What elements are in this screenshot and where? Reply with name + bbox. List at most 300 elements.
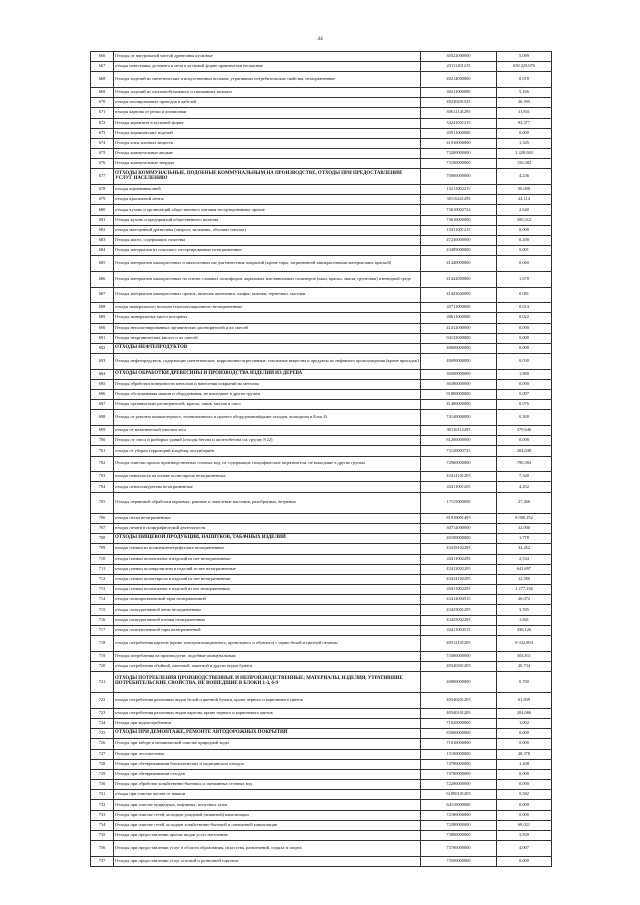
- waste-description: отходы потребления картона (кроме электроизоляционного, кровельного и обувного) с черно-белой и цветной печатью: [114, 636, 421, 652]
- waste-description: отходы изолированных проводов и кабелей: [114, 98, 421, 108]
- table-row: [91, 446, 552, 456]
- row-number: 724: [91, 718, 114, 728]
- waste-description: Отходы очистки прочих производственных сточных вод, не содержащие специфические загрязнители, не вошедшие в другие группы: [114, 456, 421, 472]
- waste-quantity: 0,700: [497, 671, 552, 692]
- waste-code: 30116112295: [421, 426, 497, 436]
- waste-description: отходы корчевания пней: [114, 185, 421, 195]
- waste-code: 43414101205: [421, 472, 497, 482]
- table-row: [91, 256, 552, 272]
- waste-description: Отходы обслуживания машин и оборудования, не вошедшие в другие группы: [114, 390, 421, 400]
- row-number: 721: [91, 671, 114, 692]
- waste-description: отходы пленки полиэтилена и изделий из нее незагрязненные: [114, 554, 421, 564]
- table-row: [91, 323, 552, 333]
- table-row: [91, 482, 552, 492]
- waste-code: 72900000000: [421, 456, 497, 472]
- waste-quantity: 28,378: [497, 749, 552, 759]
- table-row: [91, 379, 552, 389]
- table-row: [91, 513, 552, 523]
- waste-description: отходы потребления различных видов картона, кроме черного и коричневого цветов: [114, 708, 421, 718]
- waste-quantity: 5,166: [497, 87, 552, 97]
- row-number: 730: [91, 780, 114, 790]
- table-row: [91, 759, 552, 769]
- waste-quantity: 26,072: [497, 595, 552, 605]
- waste-quantity: 0,014: [497, 303, 552, 313]
- waste-quantity: 0,000: [497, 128, 552, 138]
- row-number: 717: [91, 625, 114, 635]
- waste-code: 71020000000: [421, 718, 497, 728]
- table-row: [91, 544, 552, 554]
- table-row: [91, 820, 552, 830]
- waste-register-table: [90, 51, 552, 867]
- table-row: [91, 554, 552, 564]
- waste-description: Отходы негалогенированных органических растворителей и их смесей: [114, 323, 421, 333]
- waste-quantity: 0,060: [497, 256, 552, 272]
- waste-description: Отходы материалов лакокрасочных на основе сложных полиэфиров, акриловых или виниловых полимеров (лаки, краски, эмали, грунтовки) в неводной среде: [114, 271, 421, 287]
- table-body: [91, 52, 552, 867]
- waste-code: 74140000000: [421, 410, 497, 426]
- waste-code: 74700000000: [421, 769, 497, 779]
- table-row: [91, 615, 552, 625]
- waste-quantity: 2,534: [497, 554, 552, 564]
- row-number: 713: [91, 585, 114, 595]
- row-number: 732: [91, 800, 114, 810]
- waste-code: 40211000000: [421, 87, 497, 97]
- table-row: [91, 718, 552, 728]
- waste-quantity: 2,640: [497, 205, 552, 215]
- table-row: [91, 62, 552, 72]
- table-row: [91, 472, 552, 482]
- waste-description: Отходы кухонь и предприятий общественного питания: [114, 215, 421, 225]
- waste-code: 72280000000: [421, 820, 497, 830]
- row-number: 666: [91, 52, 114, 62]
- row-number: 704: [91, 482, 114, 492]
- waste-description: отходы потребления различных видов белой и цветной бумаги, кроме черного и коричневого цветов: [114, 693, 421, 709]
- waste-quantity: 50,000: [497, 185, 552, 195]
- waste-quantity: 0,000: [497, 323, 552, 333]
- row-number: 689: [91, 313, 114, 323]
- waste-description: отходы красильной ленты: [114, 195, 421, 205]
- waste-description: Отходы нефтепродуктов, содержащие синтетические, коррозионно-агрессивные, токсичные вещества и продукты их нефтяного происхождения (кроме присадок): [114, 354, 421, 370]
- waste-description: Отходы при очистке природных, нефтяных, попутных газов: [114, 800, 421, 810]
- row-number: 699: [91, 426, 114, 436]
- table-row: [91, 271, 552, 287]
- waste-quantity: 8 332,894: [497, 636, 552, 652]
- table-row: [91, 693, 552, 709]
- row-number: 670: [91, 98, 114, 108]
- waste-description: Отходы коммунальные жидкие: [114, 149, 421, 159]
- waste-quantity: 7,340: [497, 472, 552, 482]
- table-row: [91, 118, 552, 128]
- row-number: 672: [91, 118, 114, 128]
- row-number: 679: [91, 195, 114, 205]
- waste-code: 43412002295: [421, 564, 497, 574]
- waste-description: Отходы керамических изделий: [114, 128, 421, 138]
- waste-description: Отходы при обработке хозяйственно-бытовых и смешанных сточных вод: [114, 780, 421, 790]
- waste-quantity: 0,000: [497, 810, 552, 820]
- row-number: 695: [91, 379, 114, 389]
- row-number: 691: [91, 333, 114, 343]
- waste-description: Отходы материалов лакокрасочных и аналогичных им для нанесения покрытий (кроме тары, загрязненной лакокрасочными материалами, краской): [114, 256, 421, 272]
- waste-description: Отходы от сноса и разборки зданий (отходы бетона и железобетона см. группу 8 22): [114, 436, 421, 446]
- row-number: 667: [91, 62, 114, 72]
- waste-code: 61890101205: [421, 790, 497, 800]
- waste-quantity: 650 229,076: [497, 62, 552, 72]
- row-number: 698: [91, 410, 114, 426]
- row-number: 725: [91, 729, 114, 739]
- waste-code: 73700000000: [421, 841, 497, 857]
- waste-code: 45711000000: [421, 303, 497, 313]
- waste-description: отходы полиэтиленовой тары незагрязненной: [114, 625, 421, 635]
- waste-quantity: 0,000: [497, 343, 552, 353]
- table-row: [91, 313, 552, 323]
- waste-code: 72180000000: [421, 810, 497, 820]
- waste-code: 47230000000: [421, 236, 497, 246]
- table-row: [91, 426, 552, 436]
- row-number: 727: [91, 749, 114, 759]
- row-number: 696: [91, 390, 114, 400]
- table-row: [91, 564, 552, 574]
- waste-code: 43425002295: [421, 615, 497, 625]
- row-number: 720: [91, 661, 114, 671]
- waste-quantity: 0,000: [497, 225, 552, 235]
- table-row: [91, 343, 552, 353]
- waste-quantity: 156,382: [497, 159, 552, 169]
- row-number: 736: [91, 841, 114, 857]
- table-row: [91, 534, 552, 544]
- waste-description: Отходы при предоставлении услуг оптовой и розничной торговли: [114, 856, 421, 866]
- waste-description: отходы от уборки территорий кладбищ, колумбариев: [114, 446, 421, 456]
- table-row: [91, 149, 552, 159]
- waste-code: 41440000000: [421, 256, 497, 272]
- waste-description: Отходы при заборе и механической очистке природной воды: [114, 739, 421, 749]
- waste-description: Отходы при обезвреживании биологических и медицинских отходов: [114, 759, 421, 769]
- waste-quantity: 5,089: [497, 52, 552, 62]
- waste-description: Отходы керамзита в кусковой форме: [114, 118, 421, 128]
- row-number: 714: [91, 595, 114, 605]
- waste-quantity: 34,452: [497, 544, 552, 554]
- row-number: 688: [91, 303, 114, 313]
- waste-code: 81910001495: [421, 513, 497, 523]
- waste-code: 83000000000: [421, 729, 497, 739]
- waste-code: 15411001215: [421, 225, 497, 235]
- waste-code: 43411001205: [421, 482, 497, 492]
- table-row: [91, 605, 552, 615]
- waste-description: Отходы от ремонта компьютерного, телевизионного и прочего оборудования(кроме отходов, вошедших в Блок 4): [114, 410, 421, 426]
- waste-description: отходы известняка, доломита и мела в кусковой форме практически неопасные: [114, 62, 421, 72]
- table-row: [91, 636, 552, 652]
- row-number: 683: [91, 236, 114, 246]
- row-number: 722: [91, 693, 114, 709]
- waste-description: Отходы минеральных масел моторных: [114, 313, 421, 323]
- waste-code: 40540201205: [421, 693, 497, 709]
- waste-code: 43411002295: [421, 554, 497, 564]
- table-row: [91, 159, 552, 169]
- waste-description: Отходы изделий из синтетических и искусственных волокон, утративших потребительские свойства, незагрязненные: [114, 72, 421, 88]
- table-row: [91, 236, 552, 246]
- waste-description: Отходы обработки поверхности металлов и нанесения покрытий на металлы: [114, 379, 421, 389]
- row-number: 731: [91, 790, 114, 800]
- waste-code: 43425001295: [421, 605, 497, 615]
- table-row: [91, 856, 552, 866]
- waste-description: Отходы изделий из хлопчатобумажного и смешанных волокон: [114, 87, 421, 97]
- row-number: 735: [91, 831, 114, 841]
- row-number: 729: [91, 769, 114, 779]
- table-row: [91, 661, 552, 671]
- waste-quantity: 20,734: [497, 661, 552, 671]
- waste-description: отходы кухонь и организаций общественного питания несортированные прочие: [114, 205, 421, 215]
- waste-code: 73200000000: [421, 149, 497, 159]
- waste-quantity: 3,595: [497, 605, 552, 615]
- row-number: 712: [91, 574, 114, 584]
- waste-code: 41400000000: [421, 400, 497, 410]
- waste-quantity: 1,678: [497, 271, 552, 287]
- table-row: [91, 410, 552, 426]
- waste-quantity: 1 277,236: [497, 585, 552, 595]
- waste-description: Отходы при предоставлении прочих видов услуг населению: [114, 831, 421, 841]
- table-row: [91, 333, 552, 343]
- table-row: [91, 595, 552, 605]
- row-number: 726: [91, 739, 114, 749]
- waste-description: Отходы при лесозаготовке: [114, 749, 421, 759]
- waste-description: Отходы при очистке сетей, колодцев дождевой (ливневой) канализации: [114, 810, 421, 820]
- waste-quantity: 0,000: [497, 780, 552, 790]
- waste-quantity: 4,452: [497, 482, 552, 492]
- waste-code: 15211002215: [421, 185, 497, 195]
- row-number: 682: [91, 225, 114, 235]
- waste-code: 36300000000: [421, 379, 497, 389]
- waste-description: Отходы при обезвреживании отходов: [114, 769, 421, 779]
- waste-description: отходы пленки полиэтилена в изделий из нее незагрязненные: [114, 585, 421, 595]
- waste-code: 73500000000: [421, 856, 497, 866]
- table-row: [91, 625, 552, 635]
- table-row: [91, 205, 552, 215]
- waste-code: 30500000000: [421, 369, 497, 379]
- waste-code: 40600000000: [421, 343, 497, 353]
- waste-code: 30116241295: [421, 195, 497, 205]
- row-number: 680: [91, 205, 114, 215]
- table-row: [91, 436, 552, 446]
- waste-code: 43499000000: [421, 246, 497, 256]
- row-number: 708: [91, 534, 114, 544]
- waste-code: 81200000000: [421, 436, 497, 446]
- waste-quantity: 0,000: [497, 379, 552, 389]
- waste-description: отходы песка незагрязненные: [114, 513, 421, 523]
- waste-quantity: 641,897: [497, 564, 552, 574]
- table-row: [91, 800, 552, 810]
- table-row: [91, 790, 552, 800]
- waste-quantity: 68,021: [497, 820, 552, 830]
- waste-quantity: 0,200: [497, 236, 552, 246]
- table-row: [91, 810, 552, 820]
- row-number: 733: [91, 810, 114, 820]
- waste-quantity: 0,001: [497, 246, 552, 256]
- row-number: 678: [91, 185, 114, 195]
- waste-quantity: 12,000: [497, 523, 552, 533]
- waste-code: 30712000000: [421, 523, 497, 533]
- waste-quantity: 0,000: [497, 333, 552, 343]
- waste-description: ОТХОДЫ ПРИ ДЕМОНТАЖЕ, РЕМОНТЕ АВТОДОРОЖНЫХ ПОКРЫТИЙ: [114, 729, 421, 739]
- waste-description: Отходы от натуральной чистой древесины кусковые: [114, 52, 421, 62]
- waste-code: 41412000000: [421, 323, 497, 333]
- waste-quantity: 0,000: [497, 856, 552, 866]
- table-row: [91, 739, 552, 749]
- waste-code: 73610002724: [421, 205, 497, 215]
- waste-quantity: 1,345: [497, 138, 552, 148]
- row-number: 687: [91, 287, 114, 303]
- waste-quantity: 24,114: [497, 195, 552, 205]
- waste-quantity: 0,018: [497, 72, 552, 88]
- waste-description: Отходы при предоставлении услуг в области образования, искусства, развлечений, отдыха и спорта: [114, 841, 421, 857]
- waste-code: 40100000000: [421, 534, 497, 544]
- waste-code: 74780000000: [421, 759, 497, 769]
- table-row: [91, 128, 552, 138]
- row-number: 710: [91, 554, 114, 564]
- row-number: 702: [91, 456, 114, 472]
- table-row: [91, 456, 552, 472]
- waste-description: ОТХОДЫ НЕФТЕПРОДУКТОВ: [114, 343, 421, 353]
- waste-quantity: 1,841: [497, 615, 552, 625]
- waste-code: 17115000000: [421, 492, 497, 513]
- table-row: [91, 87, 552, 97]
- waste-code: 45911000000: [421, 128, 497, 138]
- waste-description: отходы полипропиленовой тары незагрязненной: [114, 595, 421, 605]
- table-row: [91, 246, 552, 256]
- waste-code: 41910000000: [421, 138, 497, 148]
- row-number: 707: [91, 523, 114, 533]
- table-row: [91, 108, 552, 118]
- waste-quantity: 0,000: [497, 739, 552, 749]
- waste-code: 73900000000: [421, 831, 497, 841]
- row-number: 706: [91, 513, 114, 523]
- waste-quantity: 61,839: [497, 693, 552, 709]
- waste-description: отходы потребления обойной, пачечной, пакетной и других видов бумаги: [114, 661, 421, 671]
- waste-code: 73100000000: [421, 159, 497, 169]
- waste-quantity: 379,646: [497, 426, 552, 436]
- table-row: [91, 780, 552, 790]
- waste-code: 43411002295: [421, 585, 497, 595]
- table-row: [91, 651, 552, 661]
- table-row: [91, 225, 552, 235]
- waste-description: Отходы коммунальные твердые: [114, 159, 421, 169]
- waste-description: Отходы при водопотреблении: [114, 718, 421, 728]
- waste-quantity: 4,236: [497, 169, 552, 185]
- table-row: [91, 138, 552, 148]
- waste-description: Отходы материалов из пластмасс несортированные незагрязненные: [114, 246, 421, 256]
- table-row: [91, 354, 552, 370]
- waste-code: 30612141295: [421, 108, 497, 118]
- waste-quantity: 790,584: [497, 456, 552, 472]
- waste-code: 71010000000: [421, 739, 497, 749]
- waste-code: 43418102295: [421, 544, 497, 554]
- row-number: 692: [91, 343, 114, 353]
- row-number: 681: [91, 215, 114, 225]
- waste-code: 41442000000: [421, 271, 497, 287]
- waste-quantity: 0,022: [497, 313, 552, 323]
- waste-quantity: 0,030: [497, 354, 552, 370]
- waste-description: Отходы клея, клеевых веществ: [114, 138, 421, 148]
- table-row: [91, 303, 552, 313]
- waste-description: отходы пленки полистирола и изделий из нее незагрязненные: [114, 574, 421, 584]
- waste-quantity: 3,839: [497, 831, 552, 841]
- waste-code: 73610000000: [421, 215, 497, 225]
- waste-quantity: 436,126: [497, 625, 552, 635]
- table-row: [91, 708, 552, 718]
- waste-code: 40540301205: [421, 661, 497, 671]
- row-number: 700: [91, 436, 114, 446]
- table-row: [91, 169, 552, 185]
- waste-code: 43414102295: [421, 574, 497, 584]
- table-row: [91, 52, 552, 62]
- table-row: [91, 492, 552, 513]
- row-number: 718: [91, 636, 114, 652]
- waste-code: 64110000000: [421, 800, 497, 810]
- waste-quantity: 12,580: [497, 574, 552, 584]
- table-row: [91, 769, 552, 779]
- waste-quantity: 0,081: [497, 287, 552, 303]
- table-row: [91, 574, 552, 584]
- waste-quantity: 1,880: [497, 369, 552, 379]
- row-number: 690: [91, 323, 114, 333]
- row-number: 668: [91, 72, 114, 88]
- row-number: 723: [91, 708, 114, 718]
- waste-description: отходы малоценной древесины (хворост, валежник, обломки стволов): [114, 225, 421, 235]
- waste-code: 34241001215: [421, 118, 497, 128]
- table-row: [91, 841, 552, 857]
- row-number: 697: [91, 400, 114, 410]
- table-row: [91, 195, 552, 205]
- waste-code: 40000000000: [421, 671, 497, 692]
- waste-description: отходы пенопласта на основе полистирола незагрязненные: [114, 472, 421, 482]
- row-number: 711: [91, 564, 114, 574]
- waste-code: 41443000000: [421, 287, 497, 303]
- waste-description: Отходы при очистке сетей, колодцев хозяйственно-бытовой и смешанной канализации: [114, 820, 421, 830]
- waste-code: 40512101205: [421, 636, 497, 652]
- waste-code: 72200000000: [421, 780, 497, 790]
- waste-quantity: 1,778: [497, 534, 552, 544]
- row-number: 734: [91, 820, 114, 830]
- waste-code: 40690000000: [421, 354, 497, 370]
- page-number: 44: [317, 36, 323, 42]
- row-number: 693: [91, 354, 114, 370]
- waste-quantity: 1,002: [497, 718, 552, 728]
- waste-description: Отходы потребления на производстве, подобные коммунальным: [114, 651, 421, 661]
- table-row: [91, 98, 552, 108]
- waste-description: Отходы масел, содержащих галогены: [114, 236, 421, 246]
- waste-code: 48230201525: [421, 98, 497, 108]
- waste-quantity: 27,466: [497, 492, 552, 513]
- row-number: 709: [91, 544, 114, 554]
- row-number: 684: [91, 246, 114, 256]
- waste-quantity: 93,377: [497, 118, 552, 128]
- table-row: [91, 523, 552, 533]
- waste-quantity: 0,300: [497, 410, 552, 426]
- waste-code: 40611000000: [421, 313, 497, 323]
- waste-description: ОТХОДЫ ПИЩЕВОЙ ПРОДУКЦИИ, НАПИТКОВ, ТАБАЧНЫХ ИЗДЕЛИЙ: [114, 534, 421, 544]
- waste-description: отходы при очистке котлов от накипи: [114, 790, 421, 800]
- waste-description: отходы картона от резки и штамповки: [114, 108, 421, 118]
- row-number: 685: [91, 256, 114, 272]
- table-row: [91, 831, 552, 841]
- table-row: [91, 369, 552, 379]
- row-number: 671: [91, 108, 114, 118]
- table-row: [91, 749, 552, 759]
- waste-quantity: 11,831: [497, 108, 552, 118]
- waste-quantity: 2 428,040: [497, 149, 552, 159]
- row-number: 716: [91, 615, 114, 625]
- waste-code: 73300000000: [421, 651, 497, 661]
- waste-description: ОТХОДЫ КОММУНАЛЬНЫЕ, ПОДОБНЫЕ КОММУНАЛЬНЫМ НА ПРОИЗВОДСТВЕ, ОТХОДЫ ПРИ ПРЕДОСТАВЛЕНИИ УСЛУГ НАСЕЛЕНИЮ: [114, 169, 421, 185]
- waste-quantity: 304,811: [497, 651, 552, 661]
